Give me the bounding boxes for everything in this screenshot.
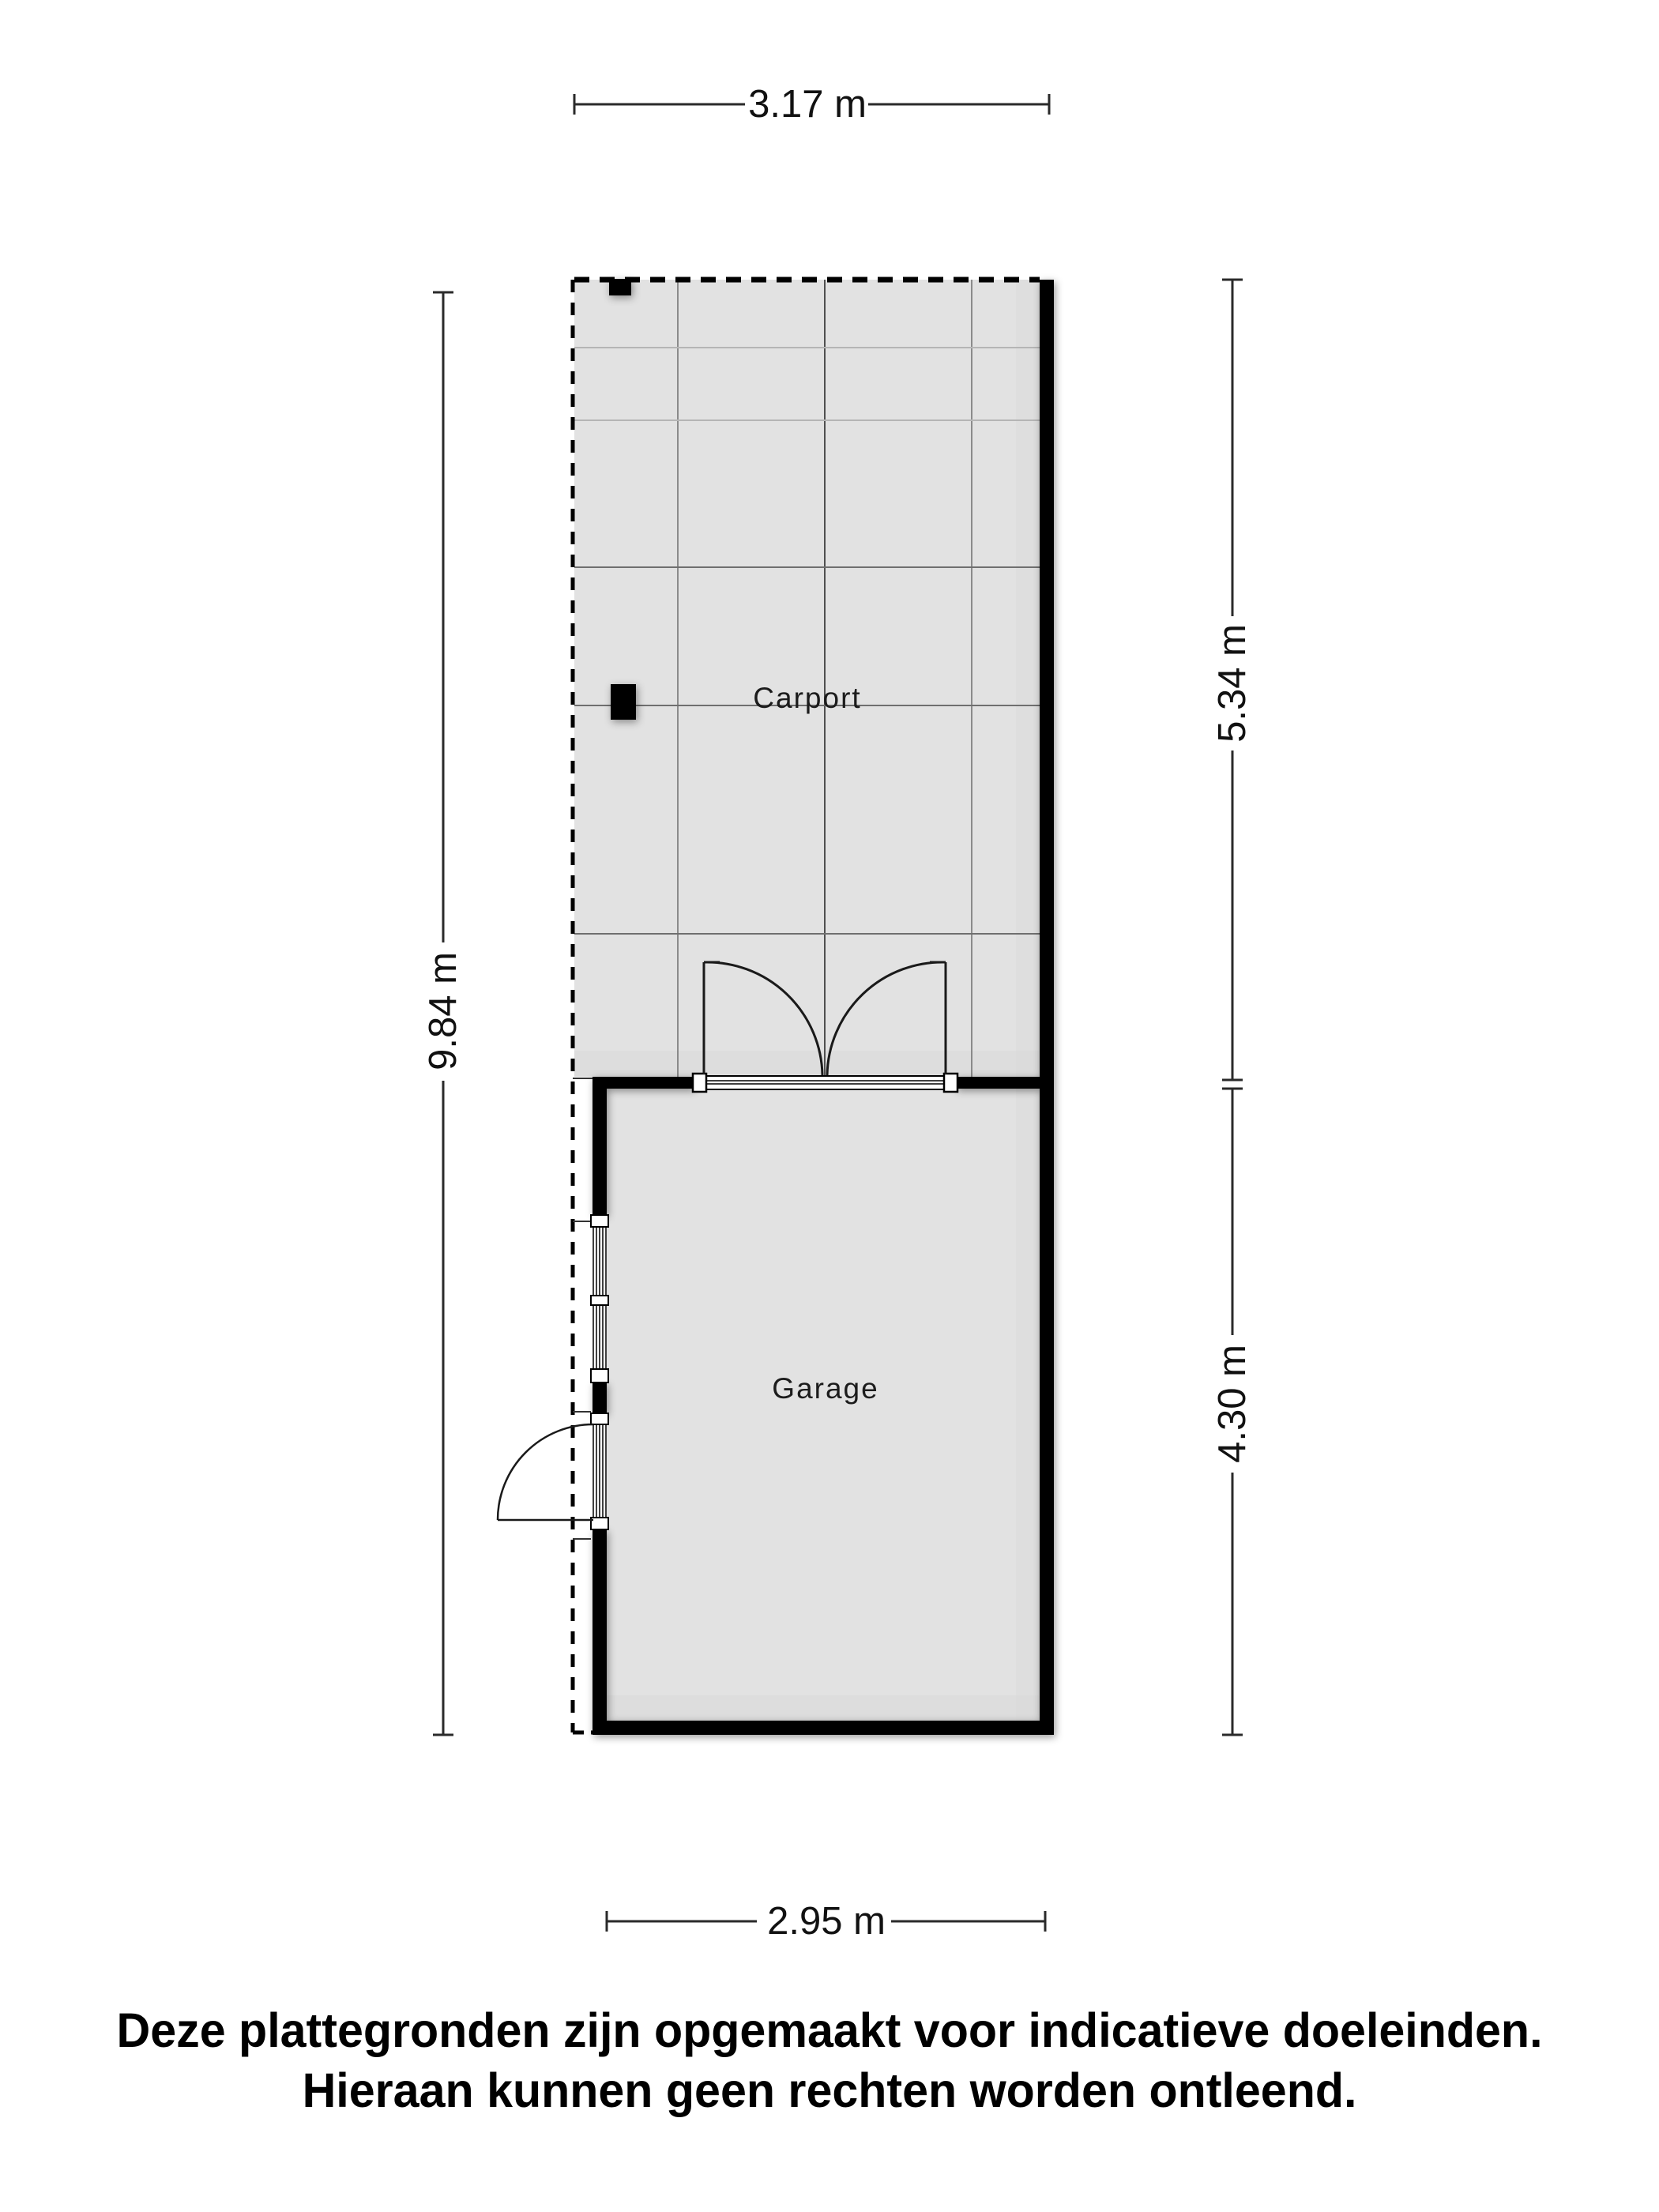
threshold-sill [694,1076,956,1089]
garage-side-door [498,1413,608,1529]
floor-shading [574,1051,1040,1077]
garage-top-wall-right-segment [956,1077,1054,1089]
garage-bottom-wall [592,1721,1054,1735]
threshold-end-cap [693,1074,706,1092]
floor-shading [607,1695,1040,1721]
garage-left-wall-lower [592,1529,607,1721]
garage-left-windows [591,1215,608,1382]
carport-post-middle [611,684,636,720]
threshold-end-cap [944,1074,957,1092]
floors [574,280,1040,1721]
dimension-label-left: 9.84 m [422,952,465,1070]
disclaimer-text [25,2000,1635,2120]
reference-ticks [573,1078,592,1539]
garage-top-wall-left-segment [592,1077,694,1089]
dimension-label-right-carport: 5.34 m [1211,624,1254,743]
dimension-label-bottom: 2.95 m [767,1900,886,1943]
carport-floor [574,280,1040,1077]
door-swing-arc [498,1424,593,1520]
window-end-cap [591,1369,608,1382]
window-divider-cap [591,1296,608,1305]
dimension-label-right-garage: 4.30 m [1211,1345,1254,1463]
garage-room-label: Garage [772,1372,879,1405]
door-end-cap [591,1413,608,1424]
garage-left-wall-middle [592,1382,607,1413]
carport-room-label: Carport [753,682,862,714]
right-wall [1040,280,1054,1735]
disclaimer-line-2: Hieraan kunnen geen rechten worden ontleend. [302,2063,1357,2117]
dimension-label-top: 3.17 m [748,83,867,126]
double-door-threshold [693,1074,957,1092]
floor-shading [1016,280,1040,1721]
disclaimer-line-1: Deze plattegronden zijn opgemaakt voor indicatieve doeleinden. [116,2003,1543,2057]
door-end-cap [591,1518,608,1529]
garage-left-wall-upper [592,1089,607,1215]
carport-post-top [609,279,631,295]
window-end-cap [591,1215,608,1227]
